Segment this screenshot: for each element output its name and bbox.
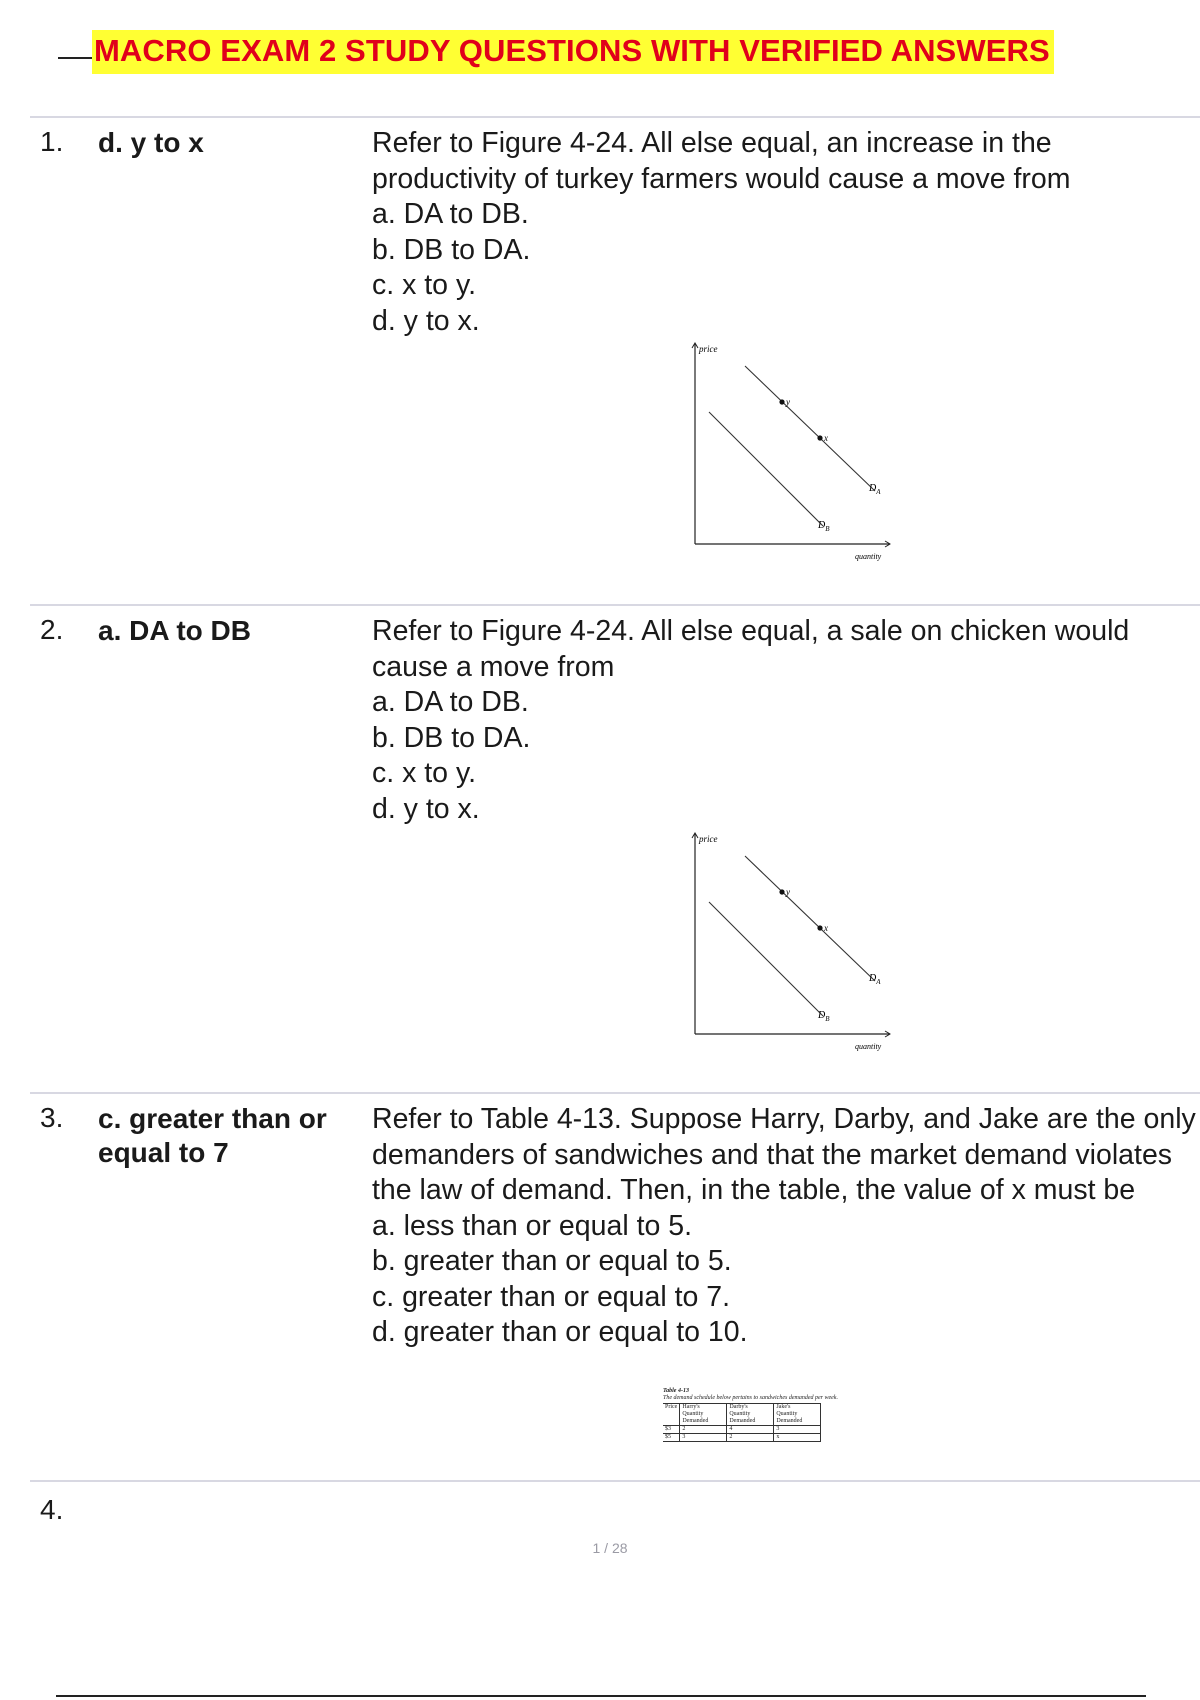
figure-4-24	[685, 336, 945, 571]
option-d: d. greater than or equal to 10.	[372, 1316, 748, 1348]
question-text: Refer to Figure 4-24. All else equal, an increase in the productivity of turkey farmers would cause a move from	[372, 127, 1071, 195]
curve-b-label: $D_B$	[818, 520, 830, 533]
point-x	[817, 435, 822, 440]
question-text-block	[372, 614, 1200, 827]
curve-b-label: $D_B$	[818, 1010, 830, 1023]
point-y-label: y	[786, 887, 790, 897]
divider	[30, 1480, 1200, 1482]
option-b: b. DB to DA.	[372, 233, 531, 266]
option-a: a. DA to DB.	[372, 198, 529, 230]
answer: d. y to x	[98, 127, 204, 158]
demand-schedule-table	[663, 1403, 821, 1442]
option-c: c. x to y.	[372, 757, 476, 789]
question-text-block	[372, 126, 1200, 339]
option-a: a. DA to DB.	[372, 686, 529, 718]
document-title: MACRO EXAM 2 STUDY QUESTIONS WITH VERIFIED ANSWERS	[92, 30, 1054, 74]
table-4-13	[663, 1388, 838, 1442]
curve-a-label: $D_A$	[869, 483, 881, 496]
table-cell: 4	[727, 1426, 774, 1434]
demand-curve-a	[745, 856, 875, 981]
divider	[30, 116, 1200, 118]
divider	[30, 1092, 1200, 1094]
table-title: Table 4-13	[663, 1388, 689, 1394]
title-block	[58, 30, 1054, 74]
question-number: 3.	[40, 1102, 64, 1133]
question-number: 4.	[40, 1494, 64, 1525]
page-number: 1 / 28	[592, 1540, 628, 1556]
option-b: b. greater than or equal to 5.	[372, 1245, 732, 1277]
option-d: d. y to x.	[372, 792, 480, 825]
option-b: b. DB to DA.	[372, 721, 531, 754]
y-axis-label: price	[699, 834, 718, 844]
table-row	[663, 1434, 821, 1442]
point-x-label: x	[824, 433, 828, 443]
title-dash	[58, 57, 92, 59]
demand-curve-b	[709, 412, 823, 526]
point-y-label: y	[786, 397, 790, 407]
x-axis-label: quantity	[855, 552, 882, 561]
table-cell: x	[774, 1434, 821, 1442]
option-c: c. greater than or equal to 7.	[372, 1280, 731, 1313]
answer: c. greater than or equal to 7	[98, 1103, 327, 1168]
answer: a. DA to DB	[98, 615, 251, 646]
question-3	[30, 1102, 1200, 1472]
footer-line	[56, 1695, 1146, 1697]
question-4	[30, 1494, 1200, 1534]
header-jake: Jake's Quantity Demanded	[774, 1404, 821, 1426]
question-text: Refer to Figure 4-24. All else equal, a sale on chicken would cause a move from	[372, 615, 1130, 683]
table-cell: 2	[680, 1426, 727, 1434]
divider	[30, 604, 1200, 606]
question-1	[30, 126, 1200, 596]
point-x	[817, 925, 822, 930]
table-cell: 3	[774, 1426, 821, 1434]
y-axis-label: price	[699, 344, 718, 354]
point-y	[779, 399, 784, 404]
x-axis-label: quantity	[855, 1042, 882, 1051]
question-text-block	[372, 1102, 1200, 1351]
question-number: 1.	[40, 126, 64, 157]
header-price: Price	[663, 1404, 680, 1426]
table-caption: The demand schedule below pertains to sandwiches demanded per week.	[663, 1395, 838, 1401]
figure-4-24	[685, 826, 945, 1061]
question-2	[30, 614, 1200, 1084]
curve-a-label: $D_A$	[869, 973, 881, 986]
question-text: Refer to Table 4-13. Suppose Harry, Darby, and Jake are the only demanders of sandwiches and that the market demand violates the law of demand. Then, in the table, the value of x must be	[372, 1103, 1196, 1206]
table-cell: 2	[727, 1434, 774, 1442]
header-darby: Darby's Quantity Demanded	[727, 1404, 774, 1426]
option-d: d. y to x.	[372, 304, 480, 337]
table-cell: 3	[680, 1434, 727, 1442]
point-y	[779, 889, 784, 894]
header-harry: Harry's Quantity Demanded	[680, 1404, 727, 1426]
table-cell: $3	[663, 1426, 680, 1434]
point-x-label: x	[824, 923, 828, 933]
table-cell: $5	[663, 1434, 680, 1442]
question-number: 2.	[40, 614, 64, 645]
demand-curve-a	[745, 366, 875, 491]
table-row	[663, 1426, 821, 1434]
option-a: a. less than or equal to 5.	[372, 1209, 693, 1242]
option-c: c. x to y.	[372, 269, 476, 301]
table-header-row	[663, 1404, 821, 1426]
demand-curve-b	[709, 902, 823, 1016]
